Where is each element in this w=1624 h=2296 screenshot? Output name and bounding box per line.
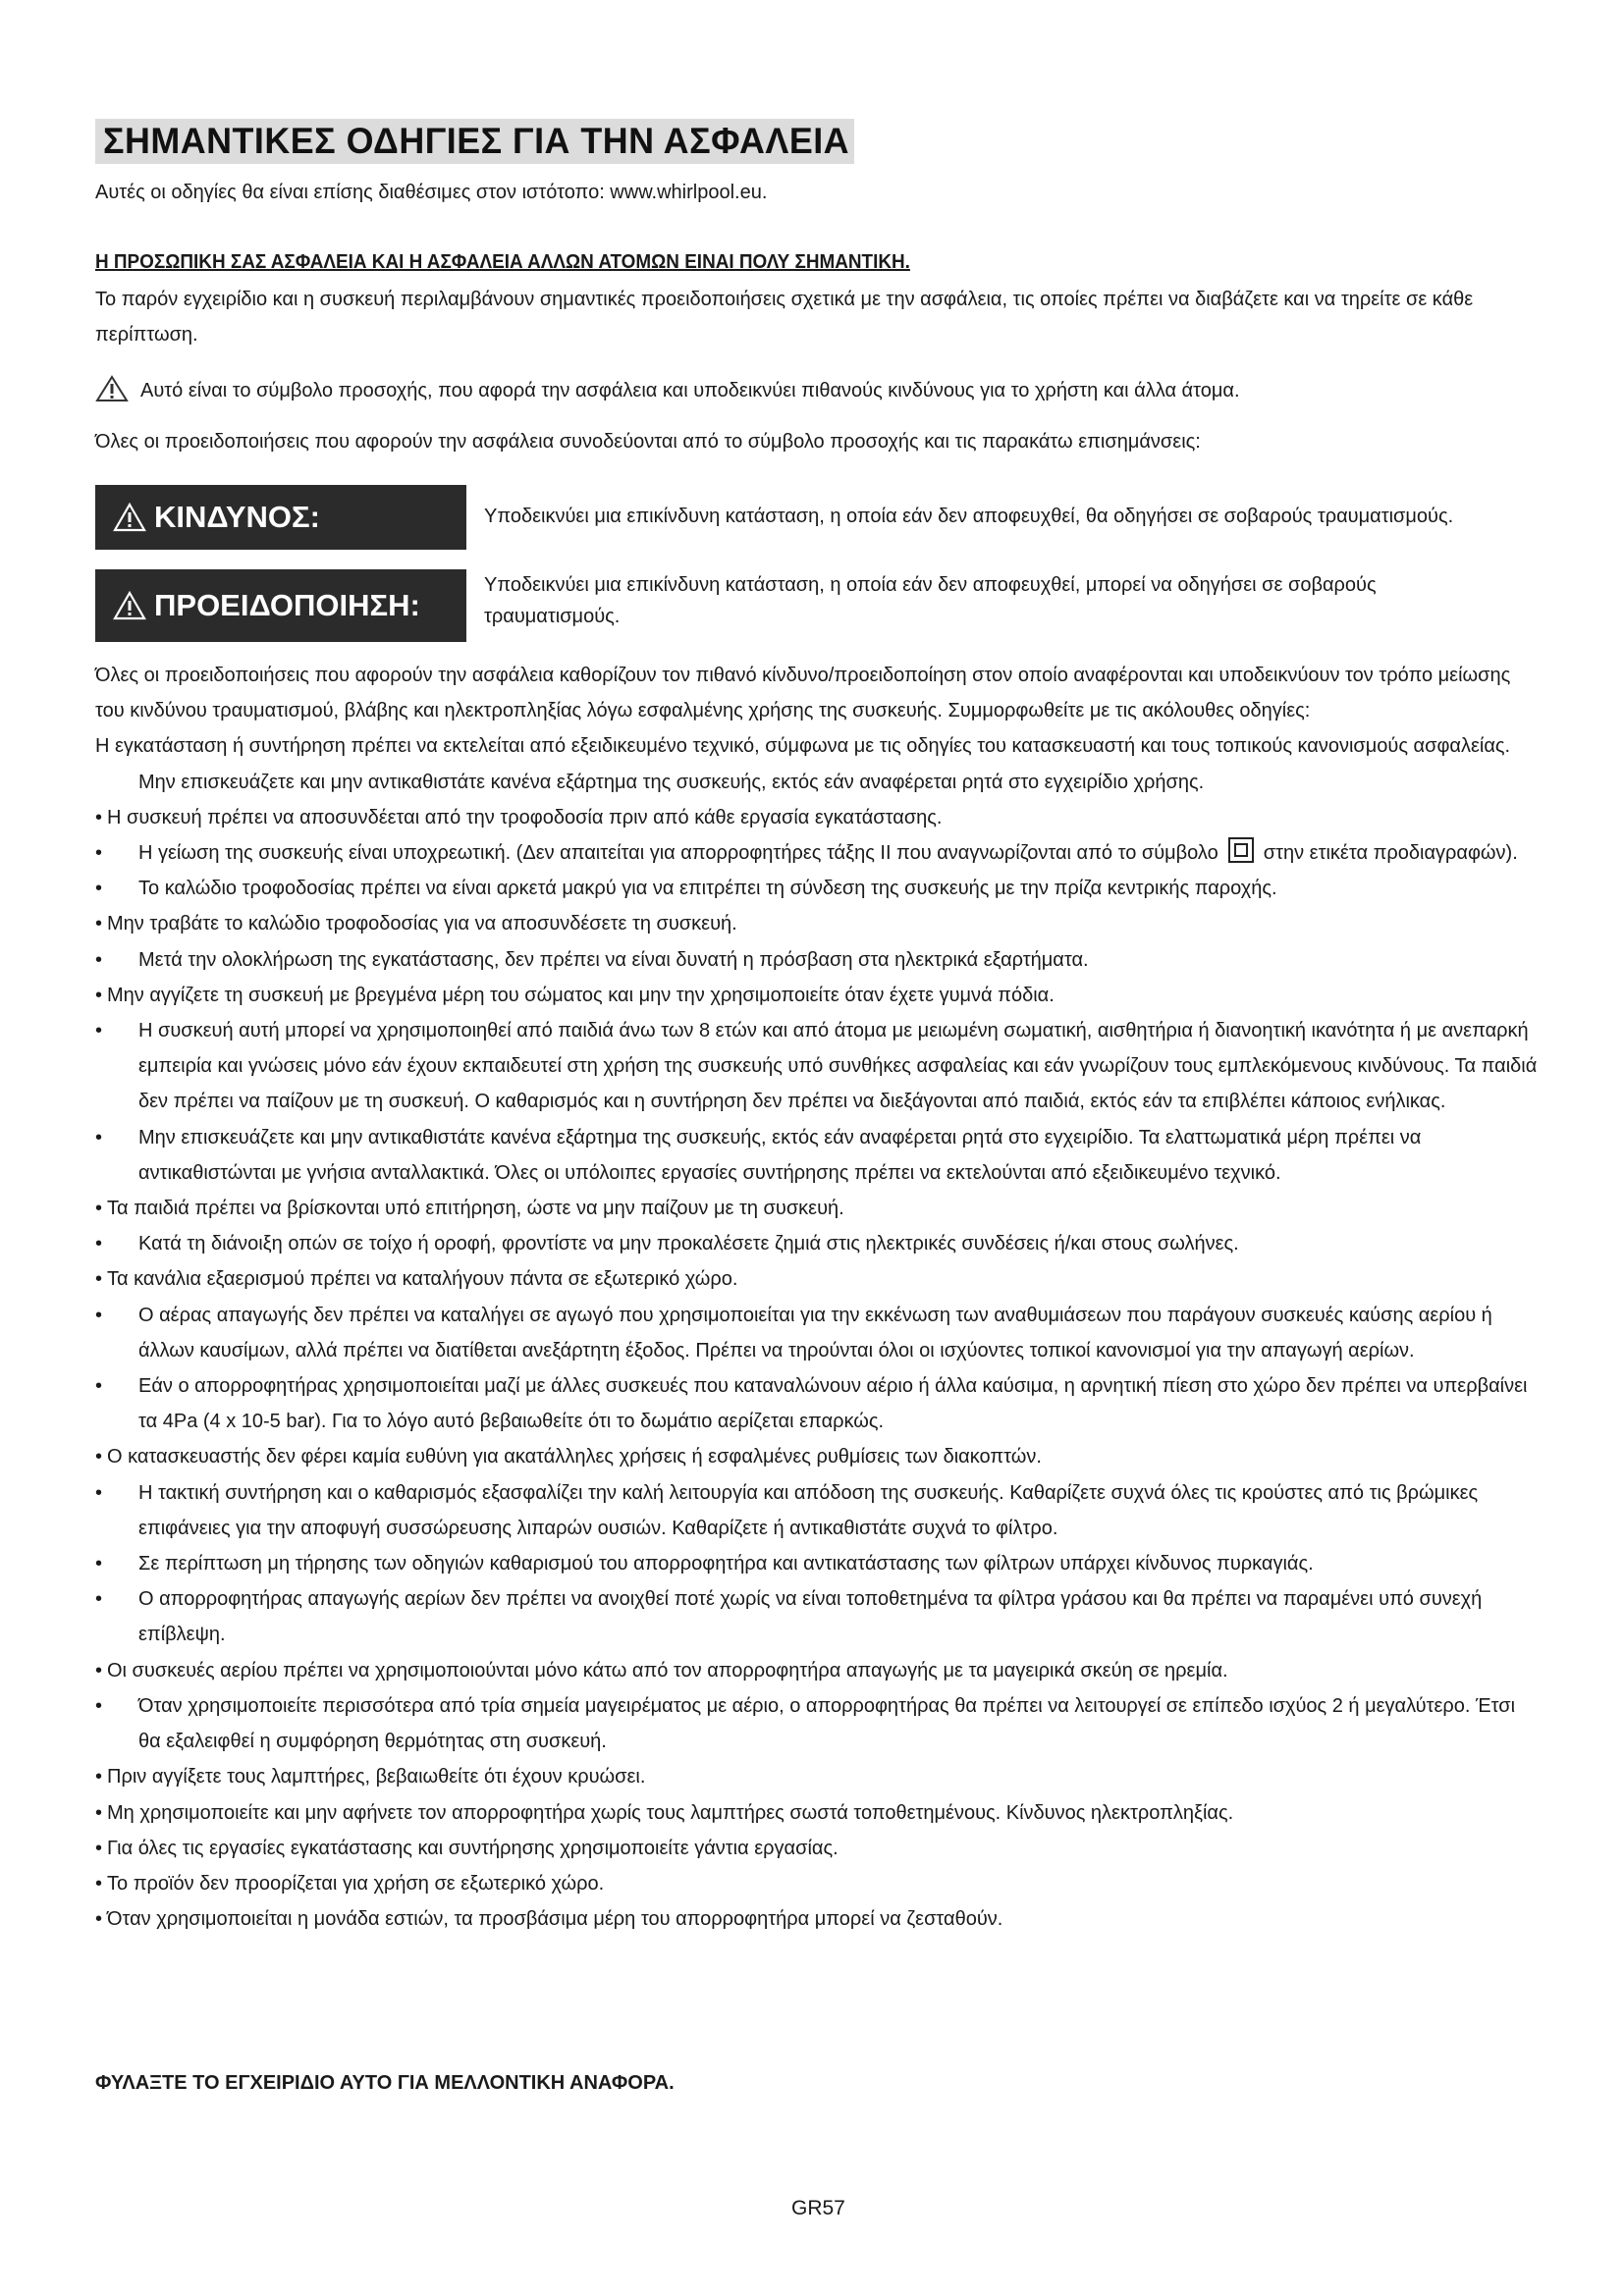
- list-item: • Η συσκευή αυτή μπορεί να χρησιμοποιηθεί από παιδιά άνω των 8 ετών και από άτομα με μειωμένη σωματική, αισθητήρια ή διανοητική ικανότητα ή με ανεπαρκή εμπειρία και γνώσεις μόνο εάν έχουν εκπαιδευτεί στη χρήση της συσκευής υπό συνθήκες ασφαλείας και εάν γνωρίζουν τους εμπλεκόμενους κινδύνους. Τα παιδιά δεν πρέπει να παίζουν με τη συσκευή. Ο καθαρισμός και η συντήρηση δεν πρέπει να διεξάγονται από παιδιά, εκτός εάν τα επιβλέπει κάποιος ενήλικας.: [95, 1020, 1538, 1113]
- safety-instructions: [95, 658, 1539, 1937]
- list-item: • Μετά την ολοκλήρωση της εγκατάστασης, δεν πρέπει να είναι δυνατή η πρόσβαση στα ηλεκτρικά εξαρτήματα.: [95, 948, 1089, 971]
- list-item: • Εάν ο απορροφητήρας χρησιμοποιείται μαζί με άλλες συσκευές που καταναλώνουν αέριο ή άλλα καύσιμα, η αρνητική πίεση στο χώρο δεν πρέπει να υπερβαίνει τα 4Pa (4 x 10-5 bar). Για το λόγο αυτό βεβαιωθείτε ότι το δωμάτιο αερίζεται επαρκώς.: [95, 1375, 1528, 1433]
- danger-label: ΚΙΝΔΥΝΟΣ:: [154, 500, 320, 534]
- list-item: • Οι συσκευές αερίου πρέπει να χρησιμοποιούνται μόνο κάτω από τον απορροφητήρα απαγωγής με τα μαγειρικά σκεύη σε ηρεμία.: [95, 1659, 1228, 1682]
- list-item: • Μην τραβάτε το καλώδιο τροφοδοσίας για να αποσυνδέσετε τη συσκευή.: [95, 913, 737, 935]
- danger-label-box: [95, 485, 466, 550]
- list-item: • Ο κατασκευαστής δεν φέρει καμία ευθύνη για ακατάλληλες χρήσεις ή εσφαλμένες ρυθμίσεις των διακοπτών.: [95, 1446, 1042, 1468]
- list-item: • Η συσκευή πρέπει να αποσυνδέεται από την τροφοδοσία πριν από κάθε εργασία εγκατάστασης.: [95, 806, 943, 828]
- general-paragraph: Όλες οι προειδοποιήσεις που αφορούν την ασφάλεια καθορίζουν τον πιθανό κίνδυνο/προειδοποίηση στον οποίο αναφέρονται και υποδεικνύουν τον τρόπο μείωσης του κινδύνου τραυματισμού, βλάβης και ηλεκτροπληξίας λόγω εσφαλμένης χρήσης της συσκευής. Συμμορφωθείτε με τις ακόλουθες οδηγίες:: [95, 665, 1511, 722]
- warning-description: Υποδεικνύει μια επικίνδυνη κατάσταση, η οποία εάν δεν αποφευχθεί, μπορεί να οδηγήσει σε σοβαρούς τραυματισμούς.: [484, 574, 1377, 627]
- keep-manual-note: ΦΥΛΑΞΤΕ ΤΟ ΕΓΧΕΙΡΙΔΙΟ ΑΥΤΟ ΓΙΑ ΜΕΛΛΟΝΤΙΚΗ ΑΝΑΦΟΡΑ.: [95, 2072, 675, 2094]
- list-item: • Τα παιδιά πρέπει να βρίσκονται υπό επιτήρηση, ώστε να μην παίζουν με τη συσκευή.: [95, 1198, 844, 1220]
- safety-heading: Η ΠΡΟΣΩΠΙΚΗ ΣΑΣ ΑΣΦΑΛΕΙΑ ΚΑΙ Η ΑΣΦΑΛΕΙΑ ΑΛΛΩΝ ΑΤΟΜΩΝ ΕΙΝΑΙ ΠΟΛΥ ΣΗΜΑΝΤΙΚΗ.: [95, 251, 910, 273]
- warning-label: ΠΡΟΕΙΔΟΠΟΙΗΣΗ:: [154, 588, 420, 622]
- page-title: ΣΗΜΑΝΤΙΚΕΣ ΟΔΗΓΙΕΣ ΓΙΑ ΤΗΝ ΑΣΦΑΛΕΙΑ: [103, 121, 850, 161]
- warning-label-box: [95, 569, 466, 642]
- list-item: • Ο αέρας απαγωγής δεν πρέπει να καταλήγει σε αγωγό που χρησιμοποιείται για την εκκένωση των αναθυμιάσεων που παράγουν συσκευές καύσης αερίου ή άλλων καυσίμων, αλλά πρέπει να διατίθεται ανεξάρτητη έξοδος. Πρέπει να τηρούνται όλοι οι ισχύοντες τοπικοί κανονισμοί για την απαγωγή αερίων.: [95, 1304, 1492, 1362]
- list-item: • Μην αγγίζετε τη συσκευή με βρεγμένα μέρη του σώματος και μην την χρησιμοποιείτε όταν έχετε γυμνά πόδια.: [95, 984, 1055, 1006]
- page-subtitle: Αυτές οι οδηγίες θα είναι επίσης διαθέσιμες στον ιστότοπο: www.whirlpool.eu.: [95, 182, 768, 203]
- page-number: GR57: [791, 2197, 845, 2219]
- list-item: • Πριν αγγίξετε τους λαμπτήρες, βεβαιωθείτε ότι έχουν κρυώσει.: [95, 1766, 646, 1789]
- list-item: • Όταν χρησιμοποιείτε περισσότερα από τρία σημεία μαγειρέματος με αέριο, ο απορροφητήρας θα πρέπει να λειτουργεί σε επίπεδο ισχύος 2 ή μεγαλύτερο. Έτσι θα εξαλειφθεί η συμφόρηση θερμότητας στη συσκευή.: [95, 1694, 1516, 1753]
- list-item: • Η τακτική συντήρηση και ο καθαρισμός εξασφαλίζει την καλή λειτουργία και απόδοση της συσκευής. Καθαρίζετε συχνά όλες τις κρούστες από τις βρώμικες επιφάνειες για την αποφυγή συσσώρευσης λιπαρών ουσιών. Καθαρίζετε ή αντικαθιστάτε συχνά το φίλτρο.: [95, 1481, 1479, 1539]
- list-item: • Μην επισκευάζετε και μην αντικαθιστάτε κανένα εξάρτημα της συσκευής, εκτός εάν αναφέρεται ρητά στο εγχειρίδιο. Τα ελαττωματικά μέρη πρέπει να αντικαθιστώνται με γνήσια ανταλλακτικά. Όλες οι υπόλοιπες εργασίες συντήρησης πρέπει να εκτελούνται από εξειδικευμένο τεχνικό.: [95, 1126, 1422, 1184]
- list-item: • Ο απορροφητήρας απαγωγής αερίων δεν πρέπει να ανοιχθεί ποτέ χωρίς να είναι τοποθετημένα τα φίλτρα γράσου και θα πρέπει να παραμένει υπό συνεχή επίβλεψη.: [95, 1588, 1483, 1646]
- warning-triangle-icon: [113, 503, 146, 532]
- warning-triangle-icon: [113, 591, 146, 620]
- list-item: • Κατά τη διάνοιξη οπών σε τοίχο ή οροφή, φροντίστε να μην προκαλέσετε ζημιά στις ηλεκτρικές συνδέσεις ή/και στους σωλήνες.: [95, 1233, 1239, 1255]
- list-item: • Το προϊόν δεν προορίζεται για χρήση σε εξωτερικό χώρο.: [95, 1872, 605, 1895]
- list-item: • Για όλες τις εργασίες εγκατάστασης και συντήρησης χρησιμοποιείτε γάντια εργασίας.: [95, 1837, 839, 1859]
- list-item: • Όταν χρησιμοποιείται η μονάδα εστιών, τα προσβάσιμα μέρη του απορροφητήρα μπορεί να ζεσταθούν.: [95, 1908, 1003, 1931]
- danger-description: Υποδεικνύει μια επικίνδυνη κατάσταση, η οποία εάν δεν αποφευχθεί, θα οδηγήσει σε σοβαρούς τραυματισμούς.: [484, 506, 1454, 527]
- intro-paragraph: Το παρόν εγχειρίδιο και η συσκευή περιλαμβάνουν σημαντικές προειδοποιήσεις σχετικά με την ασφάλεια, τις οποίες πρέπει να διαβάζετε και να τηρείτε σε κάθε περίπτωση.: [95, 289, 1474, 346]
- all-warnings-text: Όλες οι προειδοποιήσεις που αφορούν την ασφάλεια συνοδεύονται από το σύμβολο προσοχής και τις παρακάτω επισημάνσεις:: [95, 431, 1201, 453]
- list-item: • Τα κανάλια εξαερισμού πρέπει να καταλήγουν πάντα σε εξωτερικό χώρο.: [95, 1268, 738, 1291]
- install-paragraph: Η εγκατάσταση ή συντήρηση πρέπει να εκτελείται από εξειδικευμένο τεχνικό, σύμφωνα με τις οδηγίες του κατασκευαστή και τους τοπικούς κανονισμούς ασφαλείας. Μην επισκευάζετε και μην αντικαθιστάτε κανένα εξάρτημα της συσκευής, εκτός εάν αναφέρεται ρητά στο εγχειρίδιο χρήσης.: [95, 735, 1511, 793]
- warning-triangle-icon: [95, 375, 129, 402]
- list-item: • Η γείωση της συσκευής είναι υποχρεωτική. (Δεν απαιτείται για απορροφητήρες τάξης II που αναγνωρίζονται από το σύμβολο στην ετικέτα προδιαγραφών).: [95, 835, 1539, 871]
- list-item: • Το καλώδιο τροφοδοσίας πρέπει να είναι αρκετά μακρύ για να επιτρέπει τη σύνδεση της συσκευής με την πρίζα κεντρικής παροχής.: [95, 878, 1277, 900]
- list-item: • Σε περίπτωση μη τήρησης των οδηγιών καθαρισμού του απορροφητήρα και αντικατάστασης των φίλτρων υπάρχει κίνδυνος πυρκαγιάς.: [95, 1553, 1314, 1575]
- caution-symbol-line: [95, 373, 1240, 408]
- list-item: • Μη χρησιμοποιείτε και μην αφήνετε τον απορροφητήρα χωρίς τους λαμπτήρες σωστά τοποθετημένους. Κίνδυνος ηλεκτροπληξίας.: [95, 1801, 1234, 1824]
- class-ii-double-square-icon: [1228, 837, 1254, 863]
- caution-symbol-text: Αυτό είναι το σύμβολο προσοχής, που αφορά την ασφάλεια και υποδεικνύει πιθανούς κινδύνους για το χρήστη και άλλα άτομα.: [140, 380, 1240, 401]
